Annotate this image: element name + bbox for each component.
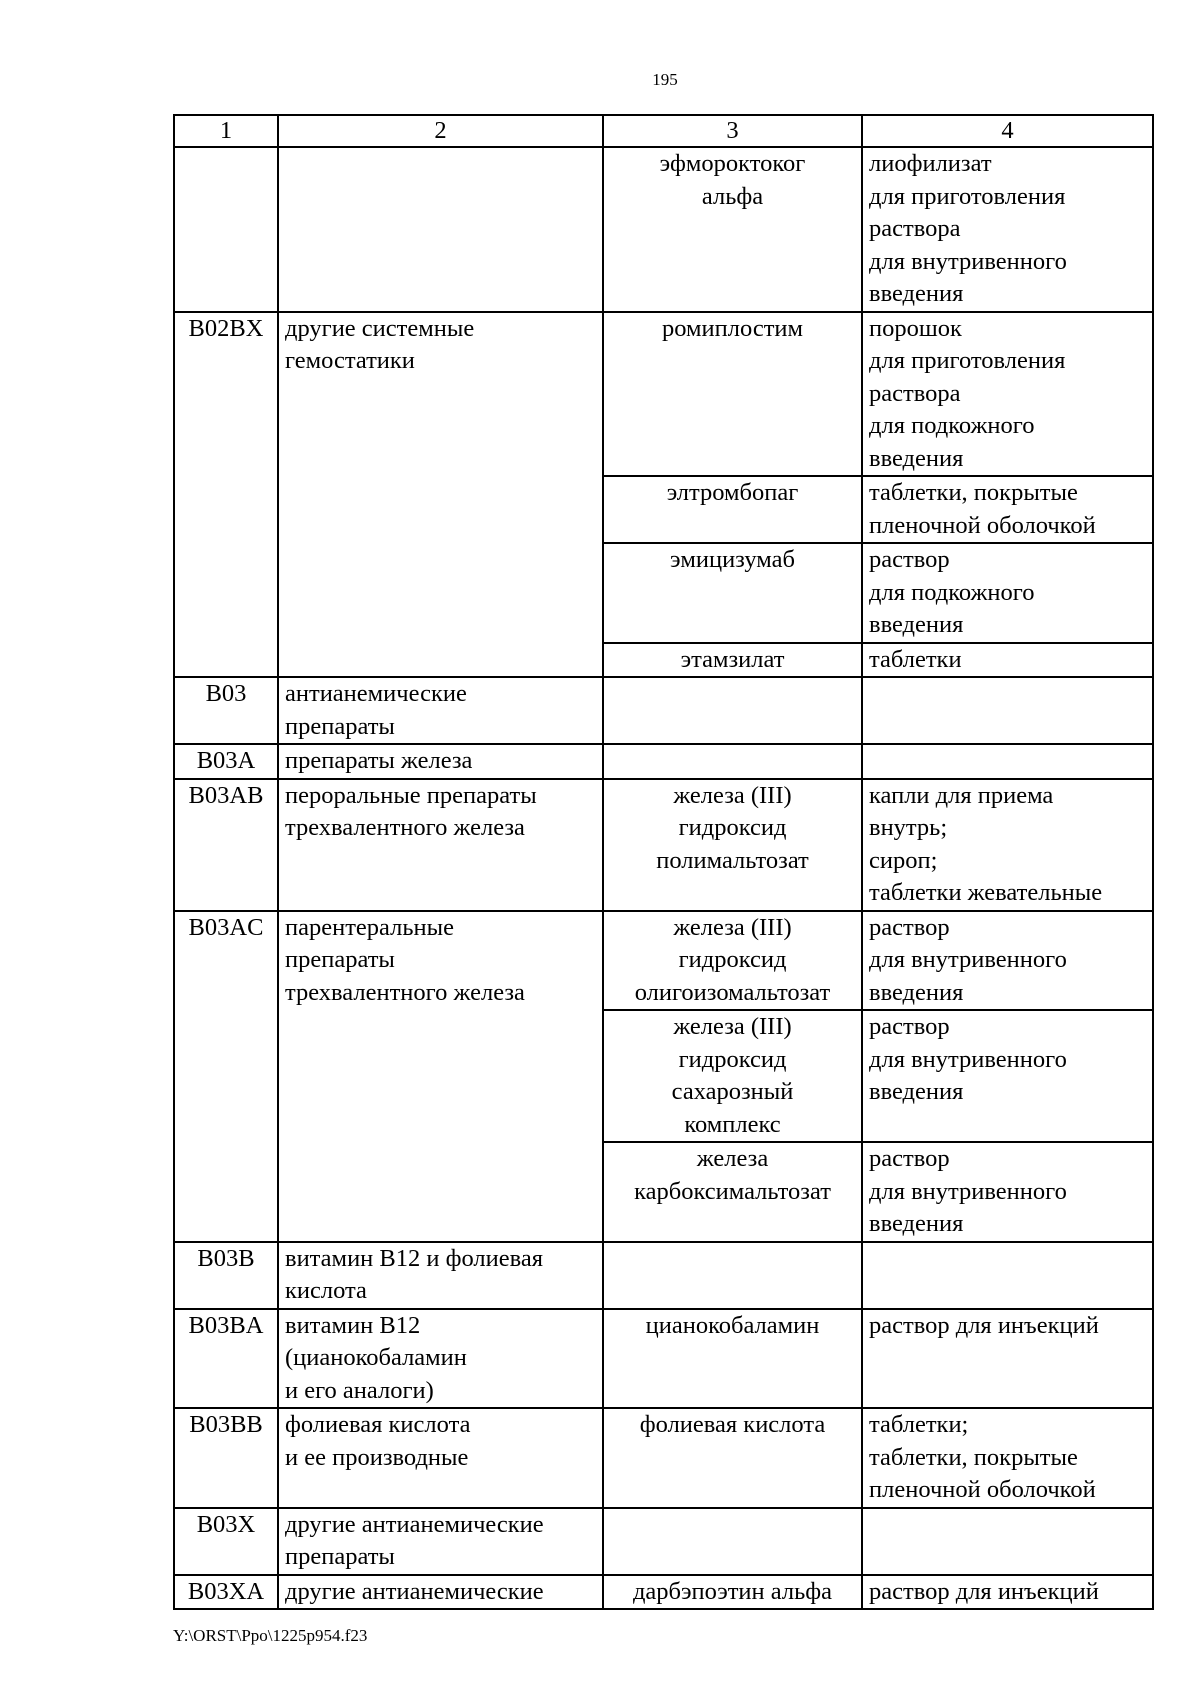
cell-line: трехвалентного железа bbox=[285, 814, 525, 841]
table-header-row bbox=[174, 115, 1153, 147]
atc-code-cell: B02BX bbox=[174, 312, 278, 678]
cell-line: для внутривенного bbox=[869, 1177, 1067, 1205]
cell-line: препараты железа bbox=[285, 747, 473, 774]
anatomical-group-cell bbox=[278, 1242, 603, 1309]
cell-line: для подкожного bbox=[869, 412, 1035, 439]
drug-name-cell bbox=[603, 1142, 862, 1242]
cell-line: эфмороктоког bbox=[659, 150, 806, 177]
cell-line: и ее производные bbox=[285, 1443, 469, 1471]
cell-line: антианемические bbox=[285, 680, 467, 707]
table-body bbox=[174, 147, 1153, 1609]
cell-line: ромиплостим bbox=[661, 314, 804, 342]
cell-line: гемостатики bbox=[285, 347, 415, 374]
table-row bbox=[174, 1408, 1153, 1508]
cell-line: железа bbox=[696, 1145, 769, 1172]
cell-line: введения bbox=[869, 280, 964, 307]
anatomical-group-cell bbox=[278, 911, 603, 1242]
cell-line: раствор для инъекций bbox=[869, 1577, 1099, 1605]
cell-line: для приготовления bbox=[869, 182, 1066, 210]
cell-line: введения bbox=[869, 611, 964, 638]
atc-code-cell: B03AC bbox=[174, 911, 278, 1242]
atc-code-cell: B03BB bbox=[174, 1408, 278, 1508]
cell-line: раствор bbox=[869, 1013, 950, 1040]
cell-line: гидроксид bbox=[678, 946, 787, 973]
cell-line: сахарозный bbox=[671, 1078, 794, 1105]
cell-line: таблетки жевательные bbox=[869, 879, 1103, 906]
dosage-form-cell bbox=[862, 476, 1153, 543]
cell-line: раствора bbox=[869, 215, 961, 242]
cell-line: карбоксимальтозат bbox=[634, 1177, 831, 1205]
cell-line: пленочной оболочкой bbox=[869, 1476, 1096, 1503]
dosage-form-cell bbox=[862, 1508, 1153, 1575]
cell-line: гидроксид bbox=[678, 1045, 787, 1073]
cell-line: для приготовления bbox=[869, 347, 1066, 374]
dosage-form-cell bbox=[862, 1575, 1153, 1610]
drug-name-cell bbox=[603, 476, 862, 543]
cell-line: раствора bbox=[869, 379, 961, 407]
medication-table bbox=[173, 114, 1154, 1610]
atc-code-cell bbox=[174, 147, 278, 312]
dosage-form-cell bbox=[862, 147, 1153, 312]
dosage-form-cell bbox=[862, 744, 1153, 779]
cell-line: и его аналоги) bbox=[285, 1376, 434, 1404]
cell-line: кислота bbox=[285, 1277, 367, 1304]
anatomical-group-cell bbox=[278, 1309, 603, 1409]
cell-line: (цианокобаламин bbox=[285, 1344, 467, 1371]
dosage-form-cell bbox=[862, 911, 1153, 1011]
dosage-form-cell bbox=[862, 1242, 1153, 1309]
cell-line: витамин B12 и фолиевая bbox=[285, 1244, 544, 1272]
table-row bbox=[174, 744, 1153, 779]
column-header: 4 bbox=[862, 115, 1153, 147]
cell-line: витамин B12 bbox=[285, 1311, 421, 1339]
cell-line: для внутривенного bbox=[869, 247, 1067, 275]
dosage-form-cell bbox=[862, 1010, 1153, 1142]
drug-name-cell bbox=[603, 1408, 862, 1508]
cell-line: комплекс bbox=[684, 1110, 781, 1138]
cell-line: железа (III) bbox=[673, 1013, 792, 1040]
cell-line: таблетки bbox=[869, 645, 962, 673]
table-row bbox=[174, 1242, 1153, 1309]
cell-line: для внутривенного bbox=[869, 946, 1067, 973]
atc-code-cell: B03XA bbox=[174, 1575, 278, 1610]
cell-line: лиофилизат bbox=[869, 150, 992, 177]
cell-line: препараты bbox=[285, 1543, 395, 1570]
cell-line: таблетки, покрытые bbox=[869, 1443, 1078, 1471]
cell-line: дарбэпоэтин альфа bbox=[632, 1577, 833, 1605]
drug-name-cell bbox=[603, 1010, 862, 1142]
column-header: 3 bbox=[603, 115, 862, 147]
anatomical-group-cell bbox=[278, 147, 603, 312]
cell-line: элтромбопаг bbox=[666, 479, 799, 506]
cell-line: цианокобаламин bbox=[645, 1311, 820, 1339]
cell-line: альфа bbox=[701, 182, 764, 210]
cell-line: этамзилат bbox=[680, 645, 785, 673]
cell-line: гидроксид bbox=[678, 814, 787, 841]
drug-name-cell bbox=[603, 1242, 862, 1309]
dosage-form-cell bbox=[862, 543, 1153, 643]
page-number: 195 bbox=[652, 70, 678, 89]
atc-code-cell: B03A bbox=[174, 744, 278, 779]
column-header: 2 bbox=[278, 115, 603, 147]
cell-line: порошок bbox=[869, 314, 962, 342]
atc-code-cell: B03AB bbox=[174, 779, 278, 911]
anatomical-group-cell bbox=[278, 779, 603, 911]
cell-line: внутрь; bbox=[869, 814, 948, 841]
anatomical-group-cell bbox=[278, 677, 603, 744]
cell-line: трехвалентного железа bbox=[285, 978, 525, 1006]
anatomical-group-cell bbox=[278, 1508, 603, 1575]
dosage-form-cell bbox=[862, 1142, 1153, 1242]
cell-line: введения bbox=[869, 978, 964, 1006]
drug-name-cell bbox=[603, 543, 862, 643]
cell-line: пероральные препараты bbox=[285, 781, 537, 809]
anatomical-group-cell bbox=[278, 744, 603, 779]
cell-line: другие системные bbox=[285, 314, 475, 342]
cell-line: другие антианемические bbox=[285, 1510, 544, 1538]
table-row bbox=[174, 1575, 1153, 1610]
drug-name-cell bbox=[603, 1575, 862, 1610]
cell-line: сироп; bbox=[869, 846, 938, 874]
cell-line: парентеральные bbox=[285, 913, 454, 941]
anatomical-group-cell bbox=[278, 312, 603, 678]
table-row bbox=[174, 1309, 1153, 1409]
atc-code-cell: B03X bbox=[174, 1508, 278, 1575]
anatomical-group-cell bbox=[278, 1575, 603, 1610]
drug-name-cell bbox=[603, 312, 862, 477]
cell-line: другие антианемические bbox=[285, 1577, 544, 1605]
cell-line: для внутривенного bbox=[869, 1045, 1067, 1073]
anatomical-group-cell bbox=[278, 1408, 603, 1508]
cell-line: препараты bbox=[285, 712, 395, 740]
drug-name-cell bbox=[603, 911, 862, 1011]
cell-line: введения bbox=[869, 1210, 964, 1237]
drug-name-cell bbox=[603, 677, 862, 744]
cell-line: раствор bbox=[869, 546, 950, 573]
atc-code-cell: B03B bbox=[174, 1242, 278, 1309]
cell-line: введения bbox=[869, 1078, 964, 1105]
footer-file-path: Y:\ORST\Ppo\1225p954.f23 bbox=[173, 1626, 368, 1645]
drug-name-cell bbox=[603, 1309, 862, 1409]
table-row bbox=[174, 312, 1153, 477]
table-row bbox=[174, 779, 1153, 911]
table-row bbox=[174, 1508, 1153, 1575]
dosage-form-cell bbox=[862, 779, 1153, 911]
dosage-form-cell bbox=[862, 643, 1153, 678]
cell-line: эмицизумаб bbox=[670, 546, 795, 573]
dosage-form-cell bbox=[862, 1309, 1153, 1409]
cell-line: препараты bbox=[285, 946, 395, 973]
cell-line: фолиевая кислота bbox=[285, 1411, 471, 1438]
atc-code-cell: B03 bbox=[174, 677, 278, 744]
dosage-form-cell bbox=[862, 1408, 1153, 1508]
cell-line: пленочной оболочкой bbox=[869, 511, 1096, 539]
cell-line: фолиевая кислота bbox=[639, 1411, 826, 1438]
cell-line: таблетки; bbox=[869, 1411, 969, 1438]
cell-line: железа (III) bbox=[673, 913, 792, 941]
drug-name-cell bbox=[603, 147, 862, 312]
cell-line: капли для приема bbox=[869, 781, 1054, 809]
cell-line: раствор для инъекций bbox=[869, 1311, 1099, 1339]
drug-name-cell bbox=[603, 643, 862, 678]
column-header: 1 bbox=[174, 115, 278, 147]
drug-name-cell bbox=[603, 744, 862, 779]
drug-name-cell bbox=[603, 779, 862, 911]
cell-line: введения bbox=[869, 444, 964, 472]
cell-line: олигоизомальтозат bbox=[634, 978, 831, 1006]
table-row bbox=[174, 677, 1153, 744]
dosage-form-cell bbox=[862, 312, 1153, 477]
cell-line: раствор bbox=[869, 1145, 950, 1172]
drug-name-cell bbox=[603, 1508, 862, 1575]
cell-line: таблетки, покрытые bbox=[869, 479, 1078, 506]
table-row bbox=[174, 911, 1153, 1011]
cell-line: для подкожного bbox=[869, 578, 1035, 606]
dosage-form-cell bbox=[862, 677, 1153, 744]
cell-line: железа (III) bbox=[673, 781, 792, 809]
cell-line: полимальтозат bbox=[656, 846, 809, 874]
cell-line: раствор bbox=[869, 913, 950, 941]
table-row bbox=[174, 147, 1153, 312]
atc-code-cell: B03BA bbox=[174, 1309, 278, 1409]
